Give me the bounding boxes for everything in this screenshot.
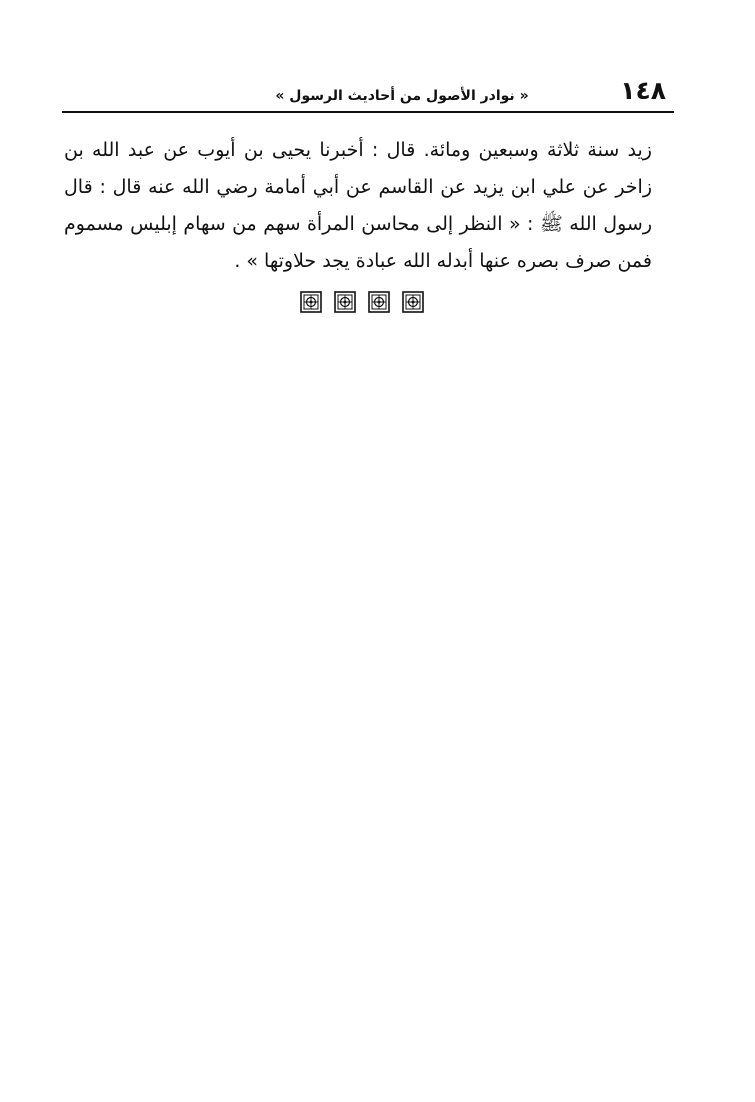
running-title: « نوادر الأصول من أحاديث الرسول » bbox=[275, 88, 529, 104]
page-header bbox=[62, 78, 674, 114]
floral-square-ornament-icon bbox=[402, 291, 424, 313]
body-paragraph: زيد سنة ثلاثة وسبعين ومائة. قال : أخبرنا يحيى بن أيوب عن عبد الله بن زاخر عن علي ابن يزيد عن القاسم عن أبي أمامة رضي الله عنه قال : قال رسول الله ﷺ : « النظر إلى محاسن المرأة سهم من سهام إبليس مسموم فمن صرف بصره عنها أبدله الله عبادة يجد حلاوتها » . bbox=[64, 139, 652, 272]
floral-square-ornament-icon bbox=[368, 291, 390, 313]
page-number: ١٤٨ bbox=[620, 76, 666, 105]
floral-square-ornament-icon bbox=[334, 291, 356, 313]
floral-square-ornament-icon bbox=[300, 291, 322, 313]
header-divider bbox=[62, 111, 674, 113]
section-end-ornaments bbox=[300, 290, 424, 314]
